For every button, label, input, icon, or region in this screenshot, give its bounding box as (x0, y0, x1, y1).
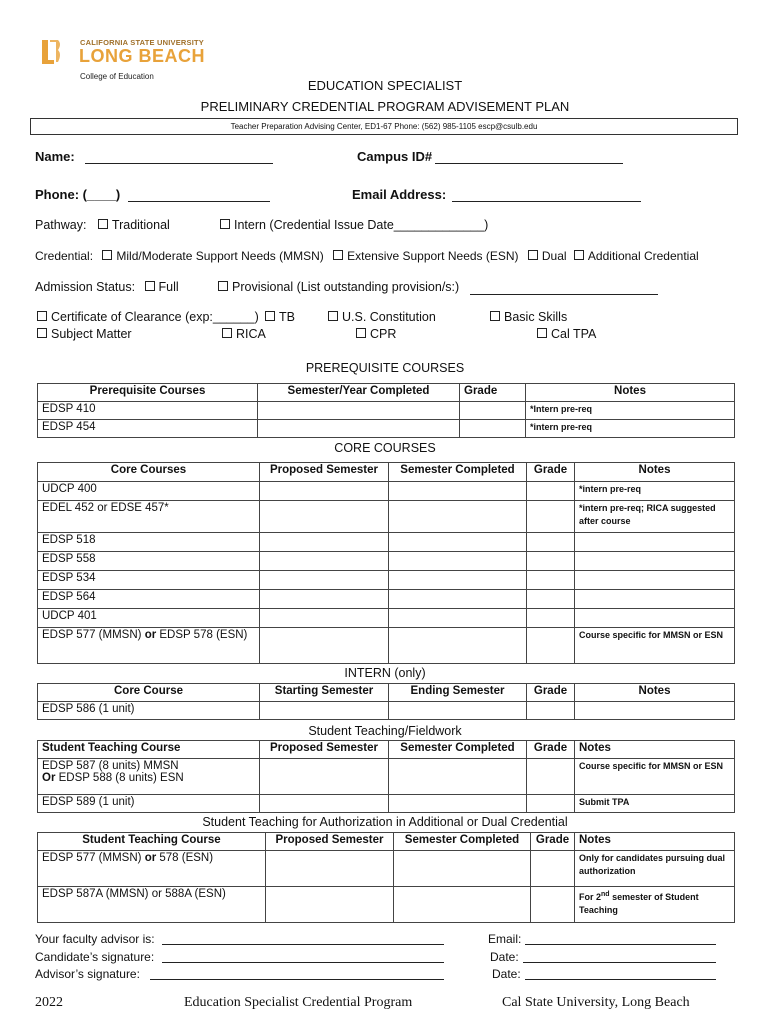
faculty-advisor-field[interactable] (162, 944, 444, 945)
table-row (38, 501, 735, 533)
name-label: Name: (35, 149, 75, 164)
auth-header-course: Student Teaching Course (38, 833, 266, 851)
course-part: EDSP 578 (ESN) (156, 629, 248, 641)
grade-cell[interactable] (527, 552, 575, 571)
table-row (38, 420, 735, 438)
completed-cell[interactable] (389, 552, 527, 571)
additional-credential-label: Additional Credential (587, 249, 699, 263)
grade-cell[interactable] (527, 482, 575, 501)
proposed-cell[interactable] (260, 590, 389, 609)
completed-cell[interactable] (389, 501, 527, 533)
grade-cell[interactable] (527, 571, 575, 590)
proposed-cell[interactable] (260, 609, 389, 628)
grade-cell[interactable] (531, 887, 575, 923)
note-cell (575, 590, 735, 609)
candidate-signature-label: Candidate’s signature: (35, 950, 155, 964)
note-cell (575, 702, 735, 720)
clearance-checkbox[interactable] (37, 311, 47, 321)
note-cell (575, 533, 735, 552)
intern-header-course: Core Course (38, 684, 260, 702)
table-row (38, 887, 735, 923)
core-header-notes: Notes (575, 463, 735, 482)
semester-cell[interactable] (258, 420, 460, 438)
form-subtitle: PRELIMINARY CREDENTIAL PROGRAM ADVISEMENT PLAN (200, 99, 570, 114)
note-cell: *intern pre-req (526, 420, 735, 438)
note-cell (575, 887, 735, 923)
st-header-proposed: Proposed Semester (260, 741, 389, 759)
proposed-cell[interactable] (260, 759, 389, 795)
provisional-checkbox[interactable] (218, 281, 228, 291)
course-part: EDSP 577 (MMSN) (42, 629, 145, 641)
phone-field[interactable] (128, 201, 270, 202)
rica-checkbox[interactable] (222, 328, 232, 338)
prereq-header-semester: Semester/Year Completed (258, 384, 460, 402)
constitution-checkbox[interactable] (328, 311, 338, 321)
authorization-table (37, 832, 735, 923)
note-cell (575, 552, 735, 571)
mmsn-label: Mild/Moderate Support Needs (MMSN) (116, 249, 324, 263)
proposed-cell[interactable] (266, 887, 394, 923)
prereq-header-grade: Grade (460, 384, 526, 402)
footer-year: 2022 (35, 995, 63, 1010)
cal-tpa-label: Cal TPA (551, 327, 597, 341)
intern-header-grade: Grade (527, 684, 575, 702)
faculty-advisor-label: Your faculty advisor is: (35, 932, 155, 946)
clearance-label: Certificate of Clearance (exp:______) (51, 310, 259, 324)
proposed-cell[interactable] (260, 552, 389, 571)
table-row (38, 795, 735, 813)
cal-tpa-checkbox[interactable] (537, 328, 547, 338)
completed-cell[interactable] (394, 851, 531, 887)
auth-header-grade: Grade (531, 833, 575, 851)
completed-cell[interactable] (389, 533, 527, 552)
grade-cell[interactable] (527, 533, 575, 552)
grade-cell[interactable] (460, 402, 526, 420)
dual-checkbox[interactable] (528, 250, 538, 260)
proposed-cell[interactable] (260, 571, 389, 590)
course-part: 578 (ESN) (156, 852, 214, 864)
course-part: EDSP 577 (MMSN) (42, 852, 145, 864)
completed-cell[interactable] (389, 609, 527, 628)
proposed-cell[interactable] (260, 501, 389, 533)
intern-table (37, 683, 735, 720)
email-field[interactable] (452, 201, 641, 202)
contact-info-bar: Teacher Preparation Advising Center, ED1-67 Phone: (562) 985-1105 escp@csulb.edu (30, 118, 738, 135)
intern-label: Intern (Credential Issue Date_____________) (234, 218, 489, 232)
core-header-completed: Semester Completed (389, 463, 527, 482)
table-row (38, 628, 735, 664)
footer-university: Cal State University, Long Beach (502, 995, 690, 1010)
intern-header-end: Ending Semester (389, 684, 527, 702)
dual-label: Dual (541, 249, 567, 263)
table-row (38, 851, 735, 887)
course-cell: EDSP 589 (1 unit) (38, 795, 260, 813)
proposed-cell[interactable] (260, 482, 389, 501)
note-cell (575, 571, 735, 590)
traditional-checkbox[interactable] (98, 219, 108, 229)
core-header-grade: Grade (527, 463, 575, 482)
grade-cell[interactable] (460, 420, 526, 438)
grade-cell[interactable] (527, 609, 575, 628)
basic-skills-label: Basic Skills (504, 310, 568, 324)
start-cell[interactable] (260, 702, 389, 720)
table-row (38, 590, 735, 609)
proposed-cell[interactable] (260, 533, 389, 552)
table-row (38, 552, 735, 571)
authorization-section-title: Student Teaching for Authorization in Additional or Dual Credential (202, 815, 568, 829)
candidate-date-field[interactable] (523, 962, 716, 963)
pathway-label: Pathway: (35, 218, 87, 232)
advisor-signature-label: Advisor’s signature: (35, 967, 140, 981)
basic-skills-checkbox[interactable] (490, 311, 500, 321)
auth-header-proposed: Proposed Semester (266, 833, 394, 851)
auth-header-completed: Semester Completed (394, 833, 531, 851)
note-cell: *intern pre-req (575, 482, 735, 501)
course-part: EDSP 587 (8 units) MMSN (42, 760, 179, 772)
phone-label: Phone: (____) (35, 187, 121, 202)
traditional-label: Traditional (111, 218, 170, 232)
completed-cell[interactable] (389, 571, 527, 590)
intern-header-start: Starting Semester (260, 684, 389, 702)
full-checkbox[interactable] (145, 281, 155, 291)
st-header-notes: Notes (575, 741, 735, 759)
core-table (37, 462, 735, 664)
note-part: For 2 (579, 892, 602, 902)
email-label: Email Address: (352, 187, 447, 202)
advisor-signature-field[interactable] (150, 979, 444, 980)
credential-label: Credential: (35, 249, 94, 263)
email-sig-label: Email: (488, 932, 522, 946)
proposed-cell[interactable] (260, 795, 389, 813)
course-cell: EDSP 534 (38, 571, 260, 590)
core-header-course: Core Courses (38, 463, 260, 482)
mmsn-checkbox[interactable] (102, 250, 112, 260)
course-or: or (144, 629, 157, 641)
prereq-header-course: Prerequisite Courses (38, 384, 258, 402)
additional-credential-checkbox[interactable] (574, 250, 584, 260)
completed-cell[interactable] (389, 590, 527, 609)
tb-checkbox[interactable] (265, 311, 275, 321)
note-cell: Submit TPA (575, 795, 735, 813)
campus-id-label: Campus ID# (357, 149, 433, 164)
provisions-field[interactable] (470, 294, 658, 295)
course-cell (38, 628, 260, 664)
course-cell: EDSP 454 (38, 420, 258, 438)
core-header-proposed: Proposed Semester (260, 463, 389, 482)
candidate-date-label: Date: (490, 950, 519, 964)
grade-cell[interactable] (527, 759, 575, 795)
st-header-grade: Grade (527, 741, 575, 759)
advisor-date-label: Date: (492, 967, 521, 981)
auth-header-notes: Notes (575, 833, 735, 851)
form-title: EDUCATION SPECIALIST (307, 78, 463, 93)
note-part: semester of Student Teaching (579, 892, 699, 915)
course-cell: EDSP 558 (38, 552, 260, 571)
table-row (38, 609, 735, 628)
course-cell: EDSP 564 (38, 590, 260, 609)
grade-cell[interactable] (527, 628, 575, 664)
table-row (38, 571, 735, 590)
email-sig-field[interactable] (525, 944, 716, 945)
note-cell: *Intern pre-req (526, 402, 735, 420)
course-or: or (144, 852, 157, 864)
course-or: Or (42, 772, 56, 784)
completed-cell[interactable] (389, 628, 527, 664)
grade-cell[interactable] (527, 795, 575, 813)
logo-campus-name: LONG BEACH (79, 46, 205, 66)
course-cell: EDSP 587A (MMSN) or 588A (ESN) (38, 887, 266, 923)
st-header-course: Student Teaching Course (38, 741, 260, 759)
st-header-completed: Semester Completed (389, 741, 527, 759)
rica-label: RICA (236, 327, 266, 341)
student-teaching-section-title: Student Teaching/Fieldwork (308, 724, 462, 738)
provisional-label: Provisional (List outstanding provision/s:) (232, 280, 460, 294)
note-cell: *intern pre-req; RICA suggested after course (575, 501, 735, 533)
subject-matter-checkbox[interactable] (37, 328, 47, 338)
logo-university-line: CALIFORNIA STATE UNIVERSITY (80, 38, 205, 47)
note-cell: Course specific for MMSN or ESN (575, 628, 735, 664)
table-row (38, 482, 735, 501)
proposed-cell[interactable] (260, 628, 389, 664)
logo-college: College of Education (80, 72, 154, 81)
full-label: Full (158, 280, 179, 294)
course-cell (38, 759, 260, 795)
table-row (38, 402, 735, 420)
course-cell: EDSP 410 (38, 402, 258, 420)
completed-cell[interactable] (394, 887, 531, 923)
csulb-logo-icon (40, 38, 62, 66)
note-cell (575, 609, 735, 628)
table-row (38, 702, 735, 720)
end-cell[interactable] (389, 702, 527, 720)
footer-program: Education Specialist Credential Program (184, 995, 413, 1010)
cpr-label: CPR (370, 327, 397, 341)
prereq-header-notes: Notes (526, 384, 735, 402)
grade-cell[interactable] (527, 501, 575, 533)
course-cell: EDEL 452 or EDSE 457* (38, 501, 260, 533)
course-cell (38, 851, 266, 887)
note-cell: Only for candidates pursuing dual authorization (575, 851, 735, 887)
table-row (38, 533, 735, 552)
course-part: EDSP 588 (8 units) ESN (55, 772, 184, 784)
name-field[interactable] (85, 163, 273, 164)
constitution-label: U.S. Constitution (342, 310, 436, 324)
campus-id-field[interactable] (435, 163, 623, 164)
course-cell: UDCP 401 (38, 609, 260, 628)
semester-cell[interactable] (258, 402, 460, 420)
student-teaching-table (37, 740, 735, 813)
grade-cell[interactable] (527, 702, 575, 720)
grade-cell[interactable] (531, 851, 575, 887)
note-sup: nd (601, 891, 610, 898)
completed-cell[interactable] (389, 759, 527, 795)
cpr-checkbox[interactable] (356, 328, 366, 338)
grade-cell[interactable] (527, 590, 575, 609)
completed-cell[interactable] (389, 795, 527, 813)
intern-checkbox[interactable] (220, 219, 230, 229)
completed-cell[interactable] (389, 482, 527, 501)
course-cell: UDCP 400 (38, 482, 260, 501)
course-cell: EDSP 518 (38, 533, 260, 552)
advisor-date-field[interactable] (525, 979, 716, 980)
core-section-title: CORE COURSES (334, 441, 436, 455)
table-row (38, 759, 735, 795)
esn-label: Extensive Support Needs (ESN) (347, 249, 519, 263)
esn-checkbox[interactable] (333, 250, 343, 260)
intern-header-notes: Notes (575, 684, 735, 702)
note-cell: Course specific for MMSN or ESN (575, 759, 735, 795)
prereq-section-title: PREREQUISITE COURSES (305, 361, 465, 375)
course-cell: EDSP 586 (1 unit) (38, 702, 260, 720)
proposed-cell[interactable] (266, 851, 394, 887)
tb-label: TB (279, 310, 295, 324)
prereq-table (37, 383, 735, 438)
admission-label: Admission Status: (35, 280, 136, 294)
candidate-signature-field[interactable] (162, 962, 444, 963)
intern-section-title: INTERN (only) (344, 666, 426, 680)
subject-matter-label: Subject Matter (51, 327, 132, 341)
